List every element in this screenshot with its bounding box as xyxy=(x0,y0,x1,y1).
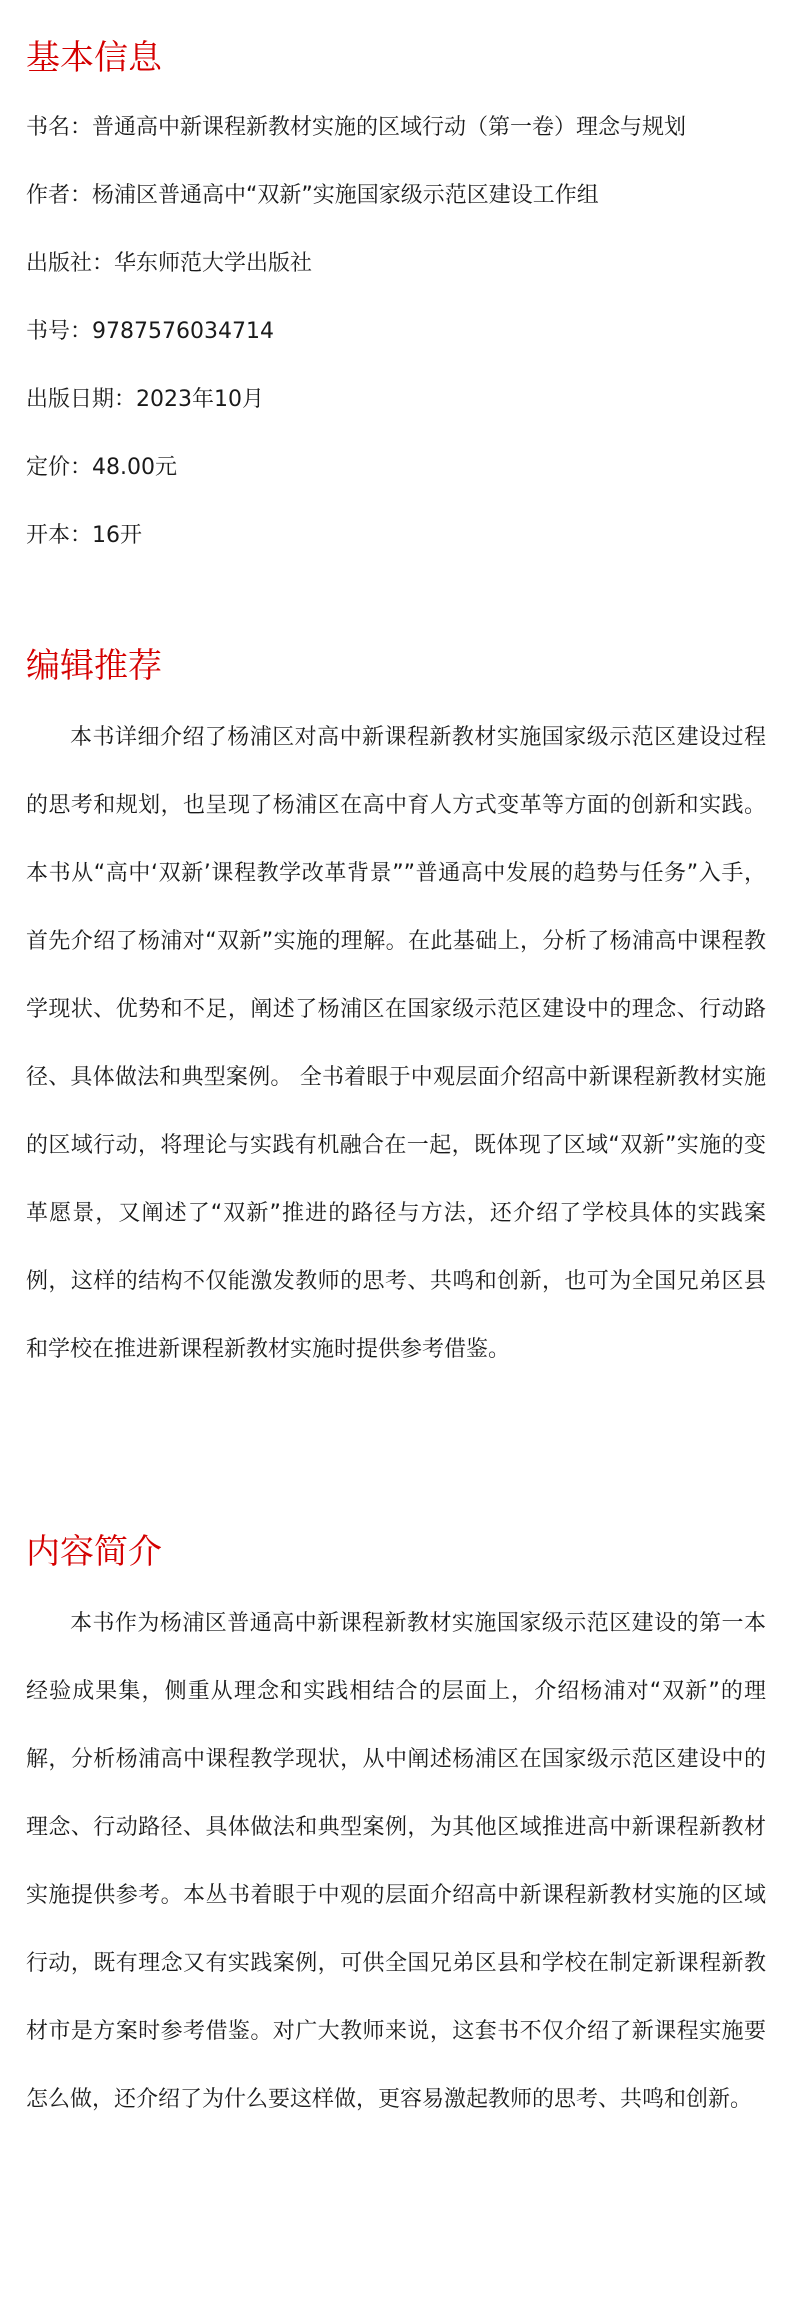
publish-date-line: 出版日期：2023年10月 xyxy=(26,387,264,412)
price-line: 定价：48.00元 xyxy=(26,455,177,480)
editor-recommendation-heading: 编辑推荐 xyxy=(26,646,162,686)
publisher-line: 出版社：华东师范大学出版社 xyxy=(26,251,313,276)
content-summary-heading: 内容简介 xyxy=(26,1532,162,1572)
editor-recommendation-text: 本书详细介绍了杨浦区对高中新课程新教材实施国家级示范区建设过程的思考和规划，也呈现了杨浦区在高中育人方式变革等方面的创新和实践。 本书从“高中‘双新’课程教学改革背景””普通高中发展的趋势与任务”入手，首先介绍了杨浦对“双新”实施的理解。在此基础上，分析了杨浦高中课程教学现状、优势和不足，阐述了杨浦区在国家级示范区建设中的理念、行动路径、具体做法和典型案例。 全书着眼于中观层面介绍高中新课程新教材实施的区域行动，将理论与实践有机融合在一起，既体现了区域“双新”实施的变革愿景，又阐述了“双新”推进的路径与方法，还介绍了学校具体的实践案例，这样的结构不仅能激发教师的思考、共鸣和创新，也可为全国兄弟区县和学校在推进新课程新教材实施时提供参考借鉴。 xyxy=(26,725,766,1362)
isbn-line: 书号：9787576034714 xyxy=(26,319,274,344)
format-line: 开本：16开 xyxy=(26,523,142,548)
author-line: 作者：杨浦区普通高中“双新”实施国家级示范区建设工作组 xyxy=(26,183,599,208)
content-summary-text: 本书作为杨浦区普通高中新课程新教材实施国家级示范区建设的第一本经验成果集，侧重从理念和实践相结合的层面上，介绍杨浦对“双新”的理解，分析杨浦高中课程教学现状，从中阐述杨浦区在国家级示范区建设中的理念、行动路径、具体做法和典型案例，为其他区域推进高中新课程新教材实施提供参考。本丛书着眼于中观的层面介绍高中新课程新教材实施的区域行动，既有理念又有实践案例，可供全国兄弟区县和学校在制定新课程新教材市是方案时参考借鉴。对广大教师来说，这套书不仅介绍了新课程实施要怎么做，还介绍了为什么要这样做，更容易激起教师的思考、共鸣和创新。 xyxy=(26,1611,766,2112)
basic-info-heading: 基本信息 xyxy=(26,38,162,78)
book-title-line: 书名：普通高中新课程新教材实施的区域行动（第一卷）理念与规划 xyxy=(26,115,687,140)
